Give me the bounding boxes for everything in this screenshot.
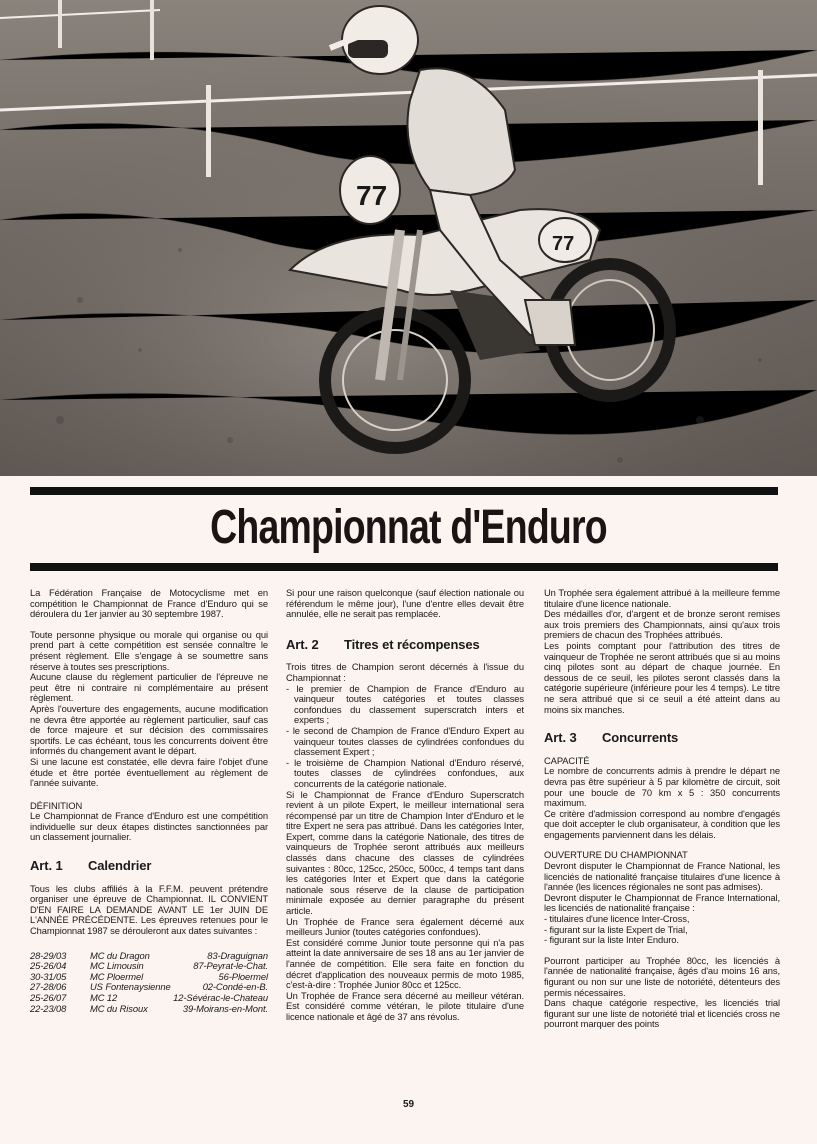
article-heading: [544, 730, 780, 746]
motocross-photo: [0, 0, 817, 476]
paragraph: La Fédération Française de Motocyclisme met en compétition le Championnat de France d'Enduro qui se déroulera du 1er janvier au 30 septembre 1987.: [30, 587, 268, 620]
titles-list: [286, 684, 524, 790]
calendar-row: 30-31/05 MC Ploermel 56-Ploermel: [30, 970, 268, 982]
paragraph: Dans chaque catégorie respective, les licenciés trial figurant sur une liste de notoriété trial et licenciés cross ne pourront marquer des points: [544, 997, 780, 1030]
paragraph: Devront disputer le Championnat de France National, les licenciés de nationalité française titulaires d'une licence à l'année (les licences régionales ne sont pas admises).: [544, 860, 780, 893]
paragraph: Ce critère d'admission correspond au nombre d'engagés que doit accepter le club organisateur, à condition que les engagements parviennent dans les délais.: [544, 807, 780, 840]
paragraph: Devront disputer le Championnat de France International, les licenciés de nationalité française :: [544, 891, 780, 914]
column-1: [30, 588, 268, 1014]
article-number: Art. 1: [30, 858, 63, 874]
paragraph: Des médailles d'or, d'argent et de bronze seront remises aux trois premiers des Championnats, ainsi qu'aux trois premiers de chacun des Trophées attribués.: [544, 608, 780, 641]
article-heading: [30, 858, 268, 874]
article-title: Concurrents: [602, 730, 679, 746]
calendar-row: 22-23/08 MC du Risoux 39-Moirans-en-Mont.: [30, 1002, 268, 1014]
svg-text:77: 77: [552, 233, 575, 255]
paragraph: Un Trophée de France sera décerné au meilleur vétéran. Est considéré comme vétéran, le pilote titulaire d'une licence nationale et âgé de 37 ans révolus.: [286, 989, 524, 1022]
paragraph: Trois titres de Champion seront décernés à l'issue du Championnat :: [286, 661, 524, 683]
licence-list: [544, 914, 780, 946]
paragraph: Aucune clause du règlement particulier de l'épreuve ne peut être ni contraire ni complémentaire au présent règlement.: [30, 671, 268, 704]
section-heading: OUVERTURE DU CHAMPIONNAT: [544, 849, 688, 861]
paragraph: Si pour une raison quelconque (sauf élection nationale ou référendum le même jour), l'une d'entre elles devait être annulée, elle ne serait pas remplacée.: [286, 587, 524, 620]
paragraph: Le Championnat de France d'Enduro est une compétition individuelle sur deux étapes distinctes sanctionnées par un classement journalier.: [30, 810, 268, 843]
title-rule-top: [30, 487, 778, 495]
paragraph: Toute personne physique ou morale qui organise ou qui prend part à cette compétition est sensée connaître le présent règlement. Elle s'engage à se soumettre sans réserve à toutes ses prescriptions.: [30, 628, 268, 672]
paragraph: Tous les clubs affiliés à la F.F.M. peuvent prétendre organiser une épreuve de Championnat. IL CONVIENT D'EN FAIRE LA DEMANDE AVANT LE 1er JUIN DE L'ANNÉE PRÉCÉDENTE. Les épreuves retenues pour le Championnat 1987 se dérouleront aux dates suivantes :: [30, 882, 268, 937]
calendar-row: 25-26/07 MC 12 12-Sévérac-le-Chateau: [30, 992, 268, 1003]
list-item: - figurant sur la liste Expert de Trial,: [544, 923, 688, 935]
page-number: 59: [402, 1099, 415, 1110]
paragraph: Un Trophée de France sera également décerné aux meilleurs Junior (toutes catégories confondues).: [286, 915, 524, 938]
paragraph: Le nombre de concurrents admis à prendre le départ ne devra pas être supérieur à 5 par kilomètre de circuit, soit pour une boucle de 70 km x 5 : 350 concurrents maximum.: [544, 765, 780, 809]
paragraph: Les points comptant pour l'attribution des titres de vainqueur de Trophée ne seront attribués que si au moins cinq pilotes sont au départ de chaque journée. En dessous de ce seuil, les pilotes seront classés dans la catégorie supérieure (inférieure pour les 4 temps). Le titre ne sera attribué que si ce seuil a été atteint dans au moins six manches.: [544, 639, 780, 715]
article-title: Titres et récompenses: [344, 636, 480, 652]
calendar-row: 28-29/03 MC du Dragon 83-Draguignan: [30, 949, 268, 961]
title-rule-bottom: [30, 563, 778, 571]
list-item: - le troisième de Champion National d'Enduro réservé, toutes classes de cylindrées confondues, aux concurrents de la catégorie nationale.: [286, 756, 524, 789]
article-title: Calendrier: [88, 858, 152, 874]
list-item: - titulaires d'une licence Inter-Cross,: [544, 913, 690, 925]
article-title: Championnat d'Enduro: [210, 501, 607, 554]
article-number: Art. 2: [286, 636, 319, 652]
calendar-list: [30, 951, 268, 1015]
column-3: [544, 588, 780, 1030]
calendar-row: 25-26/04 MC Limousin 87-Peyrat-le-Chat.: [30, 960, 268, 972]
calendar-row: 27-28/06 US Fontenaysienne 02-Condé-en-B.: [30, 981, 268, 993]
paragraph: Si une lacune est constatée, elle devra faire l'objet d'une étude et être portée éventuellement au règlement de l'année suivante.: [30, 755, 268, 789]
paragraph: Un Trophée sera également attribué à la meilleure femme titulaire d'une licence nationale.: [544, 587, 780, 609]
column-2: [286, 588, 524, 1023]
list-item: - le second de Champion de France d'Enduro Expert au vainqueur toutes classes de cylindrées confondues du classement Expert ;: [286, 724, 524, 758]
paragraph: Est considéré comme Junior toute personne qui n'a pas atteint la date anniversaire de ses 18 ans au 1er janvier de l'année de compétition. Elle sera faite en fonction du décret d'application des nouveaux permis de moto 1985, c'est-à-dire : Trophée Junior 80cc et 125cc.: [286, 936, 524, 991]
article-heading: [286, 636, 524, 652]
paragraph: Après l'ouverture des engagements, aucune modification ne devra être apportée au règlement particulier, sauf cas de force majeure et sur décision des commissaires sportifs. Le cas échéant, tous les concurrents doivent être informés du changement avant le départ.: [30, 702, 268, 757]
list-item: - figurant sur la liste Inter Enduro.: [544, 934, 679, 946]
article-number: Art. 3: [544, 730, 577, 746]
paragraph: Si le Championnat de France d'Enduro Superscratch revient à un pilote Expert, le meilleur international sera récompensé par un titre de Champion Inter d'Enduro et le titre Expert ne sera pas attribué. Dans les catégories Inter, Expert, comme dans la catégorie Nationale, des titres de vainqueurs de Trophée seront attribués aux meilleurs classés dans chacune des classes de cylindrées suivantes : 80cc, 125cc, 250cc, 500cc, 4 temps tant dans les catégories Inter et Expert que dans la catégorie nationale sous réserve de la clause de participation minimale exposée au dernier paragraphe du présent article.: [286, 788, 524, 917]
list-item: - le premier de Champion de France d'Enduro au vainqueur toutes catégories et toutes classes confondues du classement superscratch inters et experts ;: [286, 682, 524, 726]
svg-text:77: 77: [356, 180, 388, 211]
section-heading: CAPACITÉ: [544, 754, 590, 766]
section-heading: DÉFINITION: [30, 799, 83, 811]
paragraph: Pourront participer au Trophée 80cc, les licenciés à l'année de nationalité française, âgés d'au moins 16 ans, figurant ou non sur une liste de notoriété, détenteurs des permis nécessaires.: [544, 954, 780, 998]
motocross-rider-icon: [0, 0, 817, 476]
